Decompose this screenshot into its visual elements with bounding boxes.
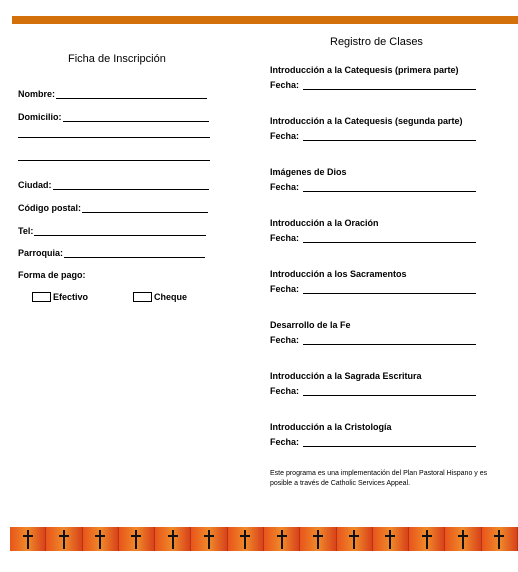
payment-check-option[interactable] bbox=[133, 292, 187, 302]
date-field[interactable] bbox=[270, 335, 476, 345]
cash-checkbox[interactable] bbox=[32, 292, 51, 302]
parish-label: Parroquia: bbox=[18, 248, 64, 258]
cross-icon bbox=[445, 527, 481, 551]
cross-icon bbox=[46, 527, 82, 551]
check-label: Cheque bbox=[154, 292, 188, 302]
cross-icon bbox=[191, 527, 227, 551]
address-line-2[interactable] bbox=[18, 137, 210, 138]
top-accent-bar bbox=[12, 16, 518, 24]
postal-code-label: Código postal: bbox=[18, 203, 81, 213]
date-label: Fecha: bbox=[270, 182, 300, 192]
postal-code-field[interactable] bbox=[18, 203, 208, 213]
date-field[interactable] bbox=[270, 437, 476, 447]
date-label: Fecha: bbox=[270, 233, 300, 243]
form-title: Ficha de Inscripción bbox=[68, 53, 166, 65]
register-title: Registro de Clases bbox=[330, 36, 423, 48]
name-label: Nombre: bbox=[18, 89, 56, 99]
course-name: Introducción a la Catequesis (segunda parte) bbox=[270, 116, 463, 126]
date-label: Fecha: bbox=[270, 80, 300, 90]
cross-icon bbox=[373, 527, 409, 551]
cross-icon bbox=[337, 527, 373, 551]
date-field[interactable] bbox=[270, 284, 476, 294]
date-field[interactable] bbox=[270, 233, 476, 243]
date-label: Fecha: bbox=[270, 386, 300, 396]
phone-label: Tel: bbox=[18, 226, 34, 236]
course-name: Desarrollo de la Fe bbox=[270, 320, 351, 330]
course-name: Introducción a la Cristología bbox=[270, 422, 392, 432]
date-field[interactable] bbox=[270, 386, 476, 396]
course-name: Introducción a los Sacramentos bbox=[270, 269, 407, 279]
course-name: Introducción a la Sagrada Escritura bbox=[270, 371, 422, 381]
name-field[interactable] bbox=[18, 89, 207, 99]
course-name: Introducción a la Oración bbox=[270, 218, 379, 228]
date-field[interactable] bbox=[270, 131, 476, 141]
date-label: Fecha: bbox=[270, 131, 300, 141]
course-name: Introducción a la Catequesis (primera parte) bbox=[270, 65, 459, 75]
address-label: Domicilio: bbox=[18, 112, 62, 122]
parish-field[interactable] bbox=[18, 248, 205, 258]
phone-field[interactable] bbox=[18, 226, 206, 236]
city-field[interactable] bbox=[18, 180, 209, 190]
cross-icon bbox=[83, 527, 119, 551]
cross-icon bbox=[10, 527, 46, 551]
city-label: Ciudad: bbox=[18, 180, 52, 190]
date-label: Fecha: bbox=[270, 437, 300, 447]
date-field[interactable] bbox=[270, 182, 476, 192]
cash-label: Efectivo bbox=[53, 292, 89, 302]
date-label: Fecha: bbox=[270, 335, 300, 345]
payment-cash-option[interactable] bbox=[32, 292, 88, 302]
check-checkbox[interactable] bbox=[133, 292, 152, 302]
cross-icon bbox=[300, 527, 336, 551]
address-line-3[interactable] bbox=[18, 160, 210, 161]
cross-decorative-band bbox=[10, 527, 518, 551]
program-note: Este programa es una implementación del Plan Pastoral Hispano y es posible a través de Catholic Services Appeal. bbox=[270, 470, 488, 487]
cross-icon bbox=[482, 527, 518, 551]
payment-label: Forma de pago: bbox=[18, 270, 86, 280]
cross-icon bbox=[119, 527, 155, 551]
date-field[interactable] bbox=[270, 80, 476, 90]
cross-icon bbox=[155, 527, 191, 551]
date-label: Fecha: bbox=[270, 284, 300, 294]
cross-icon bbox=[228, 527, 264, 551]
cross-icon bbox=[264, 527, 300, 551]
cross-icon bbox=[409, 527, 445, 551]
address-field[interactable] bbox=[18, 112, 209, 122]
course-name: Imágenes de Dios bbox=[270, 167, 347, 177]
